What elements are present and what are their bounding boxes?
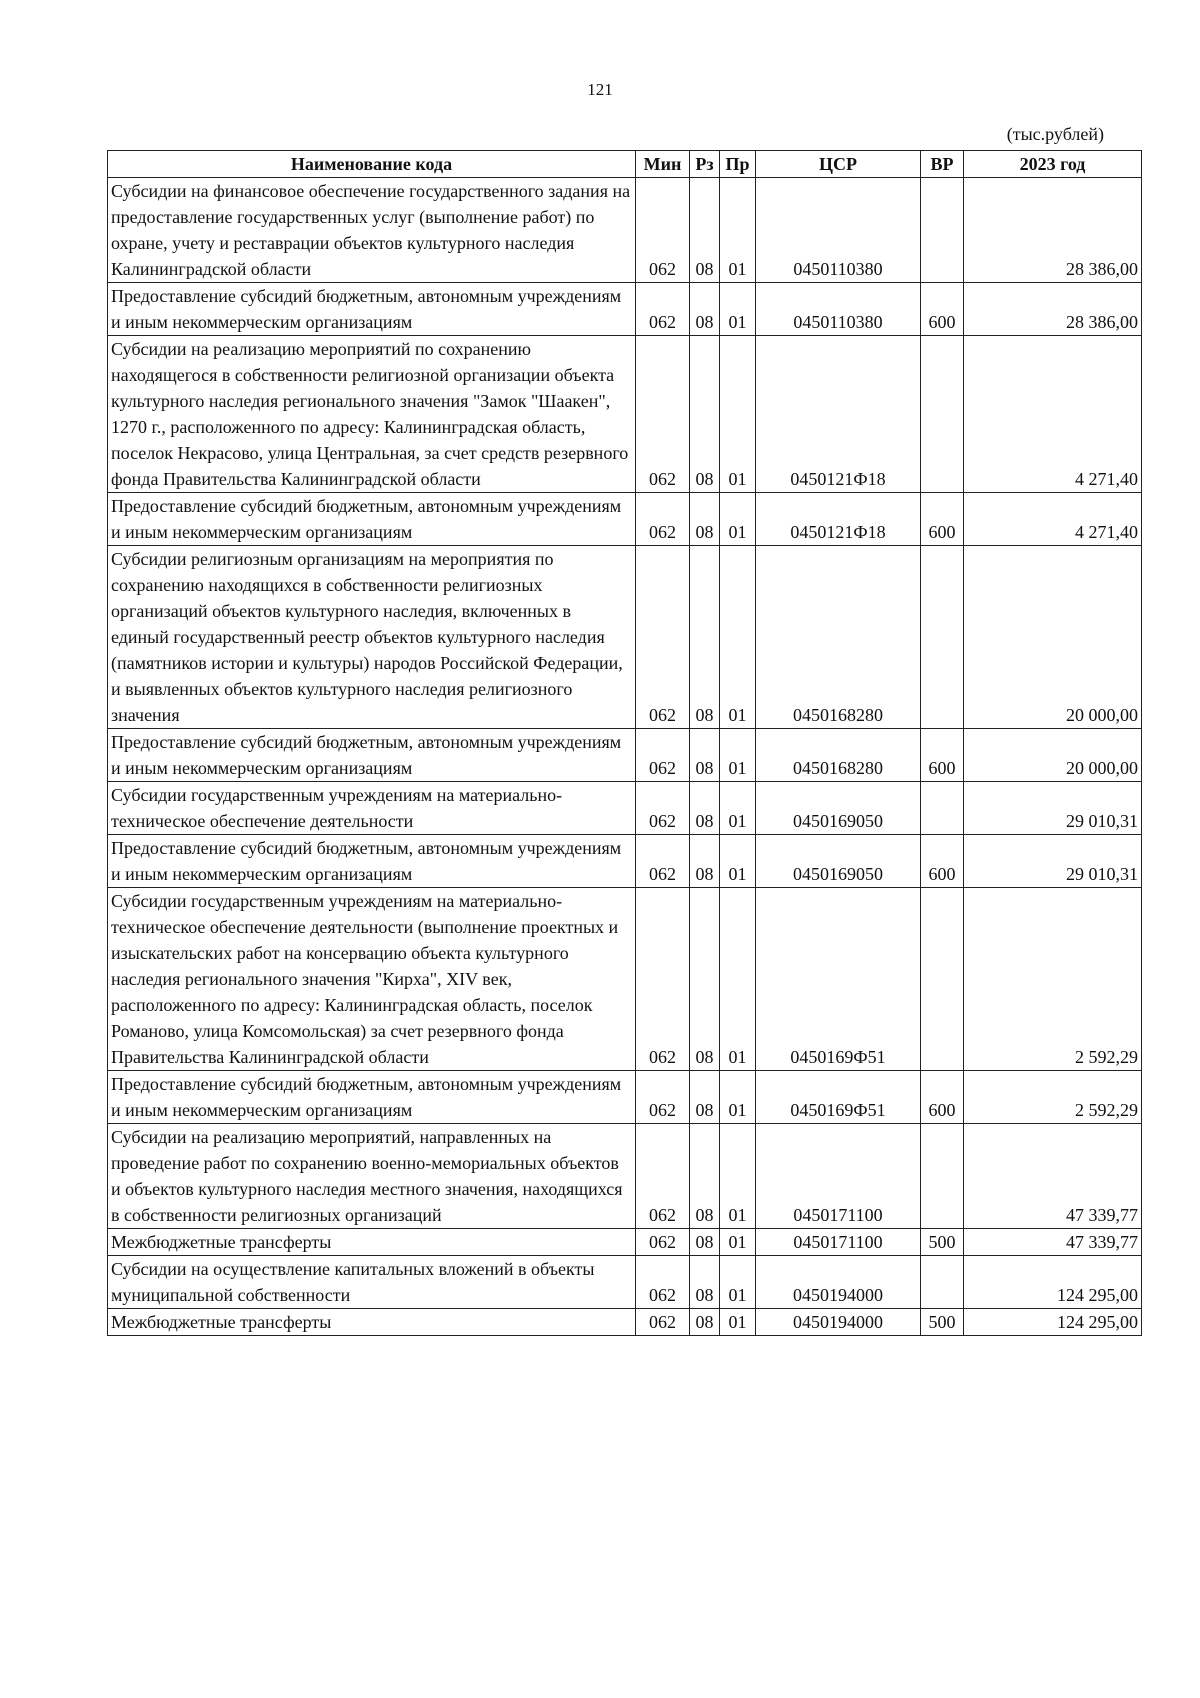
cell-sum: 29 010,31 [964, 835, 1142, 888]
cell-sum: 2 592,29 [964, 1071, 1142, 1124]
cell-pr: 01 [720, 178, 756, 283]
cell-pr: 01 [720, 782, 756, 835]
header-pr: Пр [720, 151, 756, 178]
cell-pr: 01 [720, 1309, 756, 1336]
budget-table [107, 150, 1142, 1336]
cell-csr: 0450169Ф51 [756, 1071, 921, 1124]
cell-min: 062 [636, 493, 690, 546]
cell-min: 062 [636, 729, 690, 782]
header-vr: ВР [921, 151, 964, 178]
cell-sum: 4 271,40 [964, 493, 1142, 546]
cell-name: Межбюджетные трансферты [108, 1229, 636, 1256]
table-body [108, 178, 1142, 1336]
cell-rz: 08 [690, 1309, 720, 1336]
cell-pr: 01 [720, 283, 756, 336]
table-row [108, 729, 1142, 782]
cell-vr: 600 [921, 729, 964, 782]
cell-pr: 01 [720, 1071, 756, 1124]
cell-vr [921, 1124, 964, 1229]
cell-csr: 0450110380 [756, 178, 921, 283]
table-row [108, 493, 1142, 546]
cell-sum: 20 000,00 [964, 546, 1142, 729]
cell-rz: 08 [690, 729, 720, 782]
cell-min: 062 [636, 1309, 690, 1336]
table-row [108, 835, 1142, 888]
cell-sum: 29 010,31 [964, 782, 1142, 835]
cell-min: 062 [636, 336, 690, 493]
table-header-row [108, 151, 1142, 178]
cell-pr: 01 [720, 835, 756, 888]
table-row [108, 1309, 1142, 1336]
cell-name: Предоставление субсидий бюджетным, автономным учреждениям и иным некоммерческим организациям [108, 283, 636, 336]
cell-min: 062 [636, 546, 690, 729]
cell-csr: 0450168280 [756, 729, 921, 782]
cell-name: Субсидии государственным учреждениям на материально-техническое обеспечение деятельности [108, 782, 636, 835]
cell-sum: 124 295,00 [964, 1309, 1142, 1336]
cell-rz: 08 [690, 493, 720, 546]
cell-rz: 08 [690, 283, 720, 336]
cell-min: 062 [636, 1256, 690, 1309]
cell-vr: 500 [921, 1229, 964, 1256]
cell-vr [921, 782, 964, 835]
cell-name: Предоставление субсидий бюджетным, автономным учреждениям и иным некоммерческим организациям [108, 1071, 636, 1124]
cell-name: Субсидии государственным учреждениям на материально-техническое обеспечение деятельности (выполнение проектных и изыскательских работ на консервацию объекта культурного наследия регионального значения "Кирха", XIV век, расположенного по адресу: Калининградская область, поселок Романово, улица Комсомольская) за счет резервного фонда Правительства Калининградской области [108, 888, 636, 1071]
cell-rz: 08 [690, 888, 720, 1071]
cell-csr: 0450169050 [756, 835, 921, 888]
cell-sum: 124 295,00 [964, 1256, 1142, 1309]
cell-rz: 08 [690, 835, 720, 888]
cell-vr [921, 178, 964, 283]
header-min: Мин [636, 151, 690, 178]
table-row [108, 1071, 1142, 1124]
table-row [108, 782, 1142, 835]
cell-pr: 01 [720, 1229, 756, 1256]
cell-vr: 600 [921, 835, 964, 888]
cell-pr: 01 [720, 729, 756, 782]
header-name: Наименование кода [108, 151, 636, 178]
cell-vr [921, 888, 964, 1071]
cell-name: Субсидии на финансовое обеспечение государственного задания на предоставление государственных услуг (выполнение работ) по охране, учету и реставрации объектов культурного наследия Калининградской области [108, 178, 636, 283]
cell-min: 062 [636, 888, 690, 1071]
cell-vr: 600 [921, 1071, 964, 1124]
cell-vr [921, 546, 964, 729]
table-row [108, 336, 1142, 493]
cell-name: Предоставление субсидий бюджетным, автономным учреждениям и иным некоммерческим организациям [108, 835, 636, 888]
table-row [108, 1256, 1142, 1309]
header-csr: ЦСР [756, 151, 921, 178]
cell-vr: 600 [921, 283, 964, 336]
cell-min: 062 [636, 1229, 690, 1256]
cell-rz: 08 [690, 336, 720, 493]
cell-rz: 08 [690, 546, 720, 729]
cell-pr: 01 [720, 336, 756, 493]
cell-csr: 0450194000 [756, 1309, 921, 1336]
table-row [108, 546, 1142, 729]
header-sum: 2023 год [964, 151, 1142, 178]
cell-csr: 0450194000 [756, 1256, 921, 1309]
cell-sum: 28 386,00 [964, 178, 1142, 283]
cell-csr: 0450169050 [756, 782, 921, 835]
header-rz: Рз [690, 151, 720, 178]
cell-rz: 08 [690, 1229, 720, 1256]
cell-min: 062 [636, 782, 690, 835]
cell-name: Предоставление субсидий бюджетным, автономным учреждениям и иным некоммерческим организациям [108, 493, 636, 546]
cell-vr: 500 [921, 1309, 964, 1336]
table-row [108, 178, 1142, 283]
cell-sum: 4 271,40 [964, 336, 1142, 493]
table-row [108, 888, 1142, 1071]
cell-rz: 08 [690, 1256, 720, 1309]
cell-name: Субсидии на реализацию мероприятий, направленных на проведение работ по сохранению военно-мемориальных объектов и объектов культурного наследия местного значения, находящихся в собственности религиозных организаций [108, 1124, 636, 1229]
cell-rz: 08 [690, 1124, 720, 1229]
cell-csr: 0450110380 [756, 283, 921, 336]
cell-pr: 01 [720, 1256, 756, 1309]
cell-sum: 28 386,00 [964, 283, 1142, 336]
table-row [108, 1229, 1142, 1256]
cell-vr [921, 336, 964, 493]
cell-name: Субсидии на осуществление капитальных вложений в объекты муниципальной собственности [108, 1256, 636, 1309]
cell-csr: 0450171100 [756, 1229, 921, 1256]
cell-csr: 0450168280 [756, 546, 921, 729]
units-label: (тыс.рублей) [1006, 124, 1104, 144]
cell-pr: 01 [720, 1124, 756, 1229]
cell-name: Субсидии на реализацию мероприятий по сохранению находящегося в собственности религиозной организации объекта культурного наследия регионального значения "Замок "Шаакен", 1270 г., расположенного по адресу: Калининградская область, поселок Некрасово, улица Центральная, за счет средств резервного фонда Правительства Калининградской области [108, 336, 636, 493]
cell-min: 062 [636, 178, 690, 283]
cell-csr: 0450171100 [756, 1124, 921, 1229]
cell-min: 062 [636, 1124, 690, 1229]
cell-sum: 47 339,77 [964, 1124, 1142, 1229]
table-row [108, 283, 1142, 336]
cell-pr: 01 [720, 888, 756, 1071]
cell-csr: 0450121Ф18 [756, 493, 921, 546]
cell-vr: 600 [921, 493, 964, 546]
cell-min: 062 [636, 835, 690, 888]
cell-name: Предоставление субсидий бюджетным, автономным учреждениям и иным некоммерческим организациям [108, 729, 636, 782]
cell-rz: 08 [690, 1071, 720, 1124]
cell-csr: 0450169Ф51 [756, 888, 921, 1071]
cell-csr: 0450121Ф18 [756, 336, 921, 493]
cell-pr: 01 [720, 493, 756, 546]
cell-min: 062 [636, 283, 690, 336]
cell-sum: 47 339,77 [964, 1229, 1142, 1256]
cell-rz: 08 [690, 782, 720, 835]
cell-pr: 01 [720, 546, 756, 729]
cell-sum: 20 000,00 [964, 729, 1142, 782]
cell-name: Межбюджетные трансферты [108, 1309, 636, 1336]
table-row [108, 1124, 1142, 1229]
cell-name: Субсидии религиозным организациям на мероприятия по сохранению находящихся в собственности религиозных организаций объектов культурного наследия, включенных в единый государственный реестр объектов культурного наследия (памятников истории и культуры) народов Российской Федерации, и выявленных объектов культурного наследия религиозного значения [108, 546, 636, 729]
cell-vr [921, 1256, 964, 1309]
cell-rz: 08 [690, 178, 720, 283]
cell-sum: 2 592,29 [964, 888, 1142, 1071]
cell-min: 062 [636, 1071, 690, 1124]
page-number: 121 [587, 80, 613, 99]
